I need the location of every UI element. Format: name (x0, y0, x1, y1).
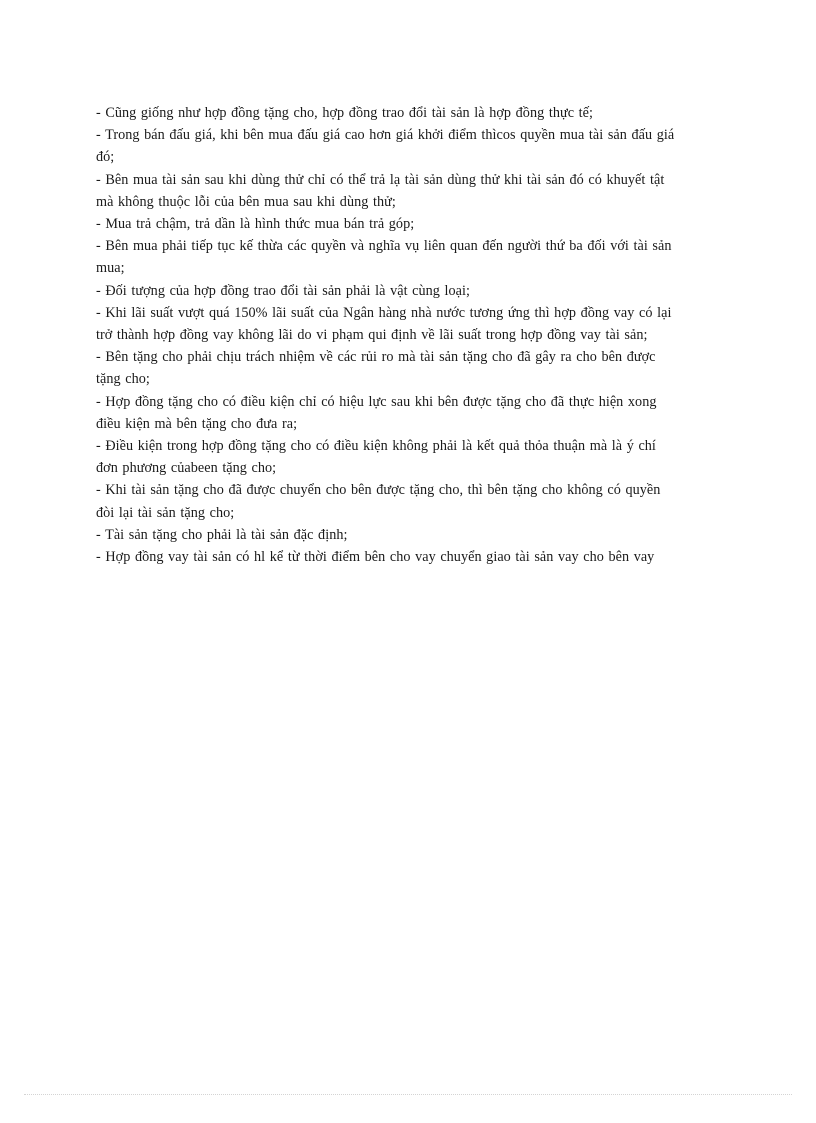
text-line: - Tài sản tặng cho phải là tài sản đặc định; (96, 526, 348, 543)
text-line: - Khi lãi suất vượt quá 150% lãi suất của Ngân hàng nhà nước tương ứng thì hợp đồng vay có lại (96, 304, 672, 321)
text-line: mua; (96, 260, 125, 277)
text-line: - Mua trả chậm, trả dần là hình thức mua bán trả góp; (96, 216, 415, 233)
text-line: - Đối tượng của hợp đồng trao đổi tài sản phải là vật cùng loại; (96, 282, 471, 299)
text-line: mà không thuộc lỗi của bên mua sau khi dùng thử; (96, 193, 396, 210)
text-line: - Khi tài sản tặng cho đã được chuyển cho bên được tặng cho, thì bên tặng cho không có quyền (96, 482, 661, 499)
text-line: đơn phương củabeen tặng cho; (96, 460, 277, 477)
text-line: - Bên mua phải tiếp tục kế thừa các quyền và nghĩa vụ liên quan đến người thứ ba đối với tài sản (96, 238, 672, 255)
text-line: tặng cho; (96, 371, 150, 388)
text-line: - Hợp đồng tặng cho có điều kiện chỉ có hiệu lực sau khi bên được tặng cho đã thực hiện xong (96, 393, 657, 410)
text-line: trở thành hợp đồng vay không lãi do vi phạm qui định về lãi suất trong hợp đồng vay tài sản; (96, 327, 648, 344)
text-line: - Hợp đồng vay tài sản có hl kể từ thời điểm bên cho vay chuyển giao tài sản vay cho bên vay (96, 549, 655, 566)
page-bottom-divider (24, 1094, 792, 1095)
text-line: - Bên mua tài sản sau khi dùng thử chỉ có thể trả lạ tài sản dùng thử khi tài sản đó có khuyết tật (96, 171, 665, 188)
text-line: - Trong bán đấu giá, khi bên mua đấu giá cao hơn giá khởi điểm thìcos quyền mua tài sản đấu giá (96, 127, 675, 144)
text-line: đòi lại tài sản tặng cho; (96, 504, 235, 521)
text-line: đó; (96, 149, 115, 166)
text-line: - Bên tặng cho phải chịu trách nhiệm về các rủi ro mà tài sản tặng cho đã gây ra cho bên được (96, 349, 656, 366)
document-body (96, 102, 724, 568)
text-line: - Cũng giống như hợp đồng tặng cho, hợp đồng trao đổi tài sản là hợp đồng thực tế; (96, 105, 593, 121)
text-line: điều kiện mà bên tặng cho đưa ra; (96, 415, 298, 432)
text-line: - Điều kiện trong hợp đồng tặng cho có điều kiện không phải là kết quả thỏa thuận mà là ý chí (96, 438, 656, 455)
